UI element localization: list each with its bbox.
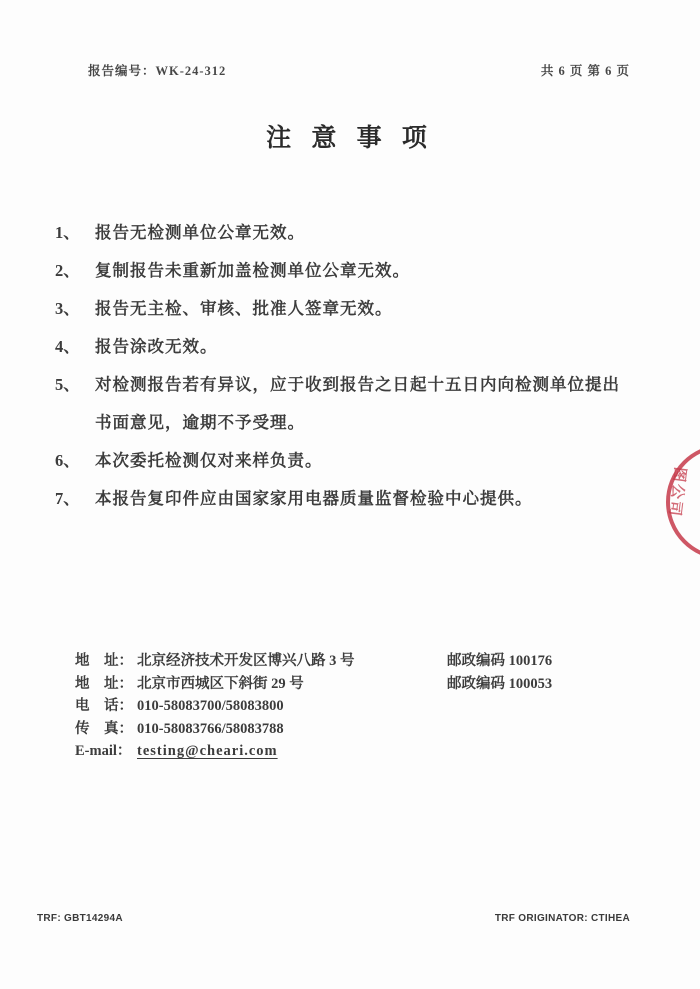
notes-list [55, 214, 655, 518]
contact-row-address-1 [75, 650, 635, 673]
postal-code: 邮政编码 100053 [447, 675, 553, 692]
contact-row-phone [75, 695, 635, 718]
report-number: 报告编号：WK-24-312 [88, 64, 227, 78]
page-title: 注 意 事 项 [266, 125, 434, 152]
item-number: 3、 [55, 299, 80, 318]
contact-row-fax [75, 718, 635, 741]
list-item [55, 290, 655, 328]
contact-row-address-2 [75, 673, 635, 696]
item-number: 5、 [55, 375, 80, 394]
item-number: 7、 [55, 489, 80, 508]
trf-code: TRF: GBT14294A [37, 913, 123, 924]
item-text: 报告涂改无效。 [95, 337, 218, 356]
postal-code: 邮政编码 100176 [447, 653, 553, 669]
page-count: 共 6 页 第 6 页 [540, 64, 630, 78]
item-text: 对检测报告若有异议，应于收到报告之日起十五日内向检测单位提出 [95, 375, 620, 394]
list-item [55, 480, 655, 518]
contact-row-email [75, 740, 635, 763]
item-text-line2: 书面意见，逾期不予受理。 [95, 413, 305, 432]
contact-value: 010-58083700/58083800 [137, 698, 284, 714]
trf-originator: TRF ORIGINATOR: CTIHEA [494, 913, 630, 924]
red-seal-text: 图公司 [665, 466, 688, 519]
item-number: 1、 [55, 223, 80, 242]
contact-label: 电 话： [75, 698, 133, 714]
contact-value: 北京市西城区下斜街 29 号 [137, 675, 304, 692]
list-item [55, 366, 655, 442]
item-text: 报告无主检、审核、批准人签章无效。 [95, 299, 393, 318]
list-item [55, 252, 655, 290]
email-address: testing@cheari.com [137, 743, 278, 759]
contact-block [75, 650, 635, 763]
contact-label: 传 真： [75, 720, 133, 737]
page-footer [37, 913, 630, 924]
item-text: 复制报告未重新加盖检测单位公章无效。 [95, 261, 410, 280]
contact-value: 010-58083766/58083788 [137, 720, 284, 737]
item-number: 6、 [55, 451, 80, 470]
list-item [55, 328, 655, 366]
page-header [88, 61, 630, 79]
item-text: 本报告复印件应由国家家用电器质量监督检验中心提供。 [95, 489, 533, 508]
list-item [55, 214, 655, 252]
item-text: 报告无检测单位公章无效。 [95, 223, 305, 242]
item-text: 本次委托检测仅对来样负责。 [95, 451, 323, 470]
contact-value: 北京经济技术开发区博兴八路 3 号 [137, 653, 355, 669]
contact-label: 地 址： [75, 653, 133, 669]
item-number: 2、 [55, 261, 80, 280]
item-number: 4、 [55, 337, 80, 356]
contact-label: E-mail： [75, 743, 132, 759]
list-item [55, 442, 655, 480]
contact-label: 地 址： [75, 675, 133, 692]
